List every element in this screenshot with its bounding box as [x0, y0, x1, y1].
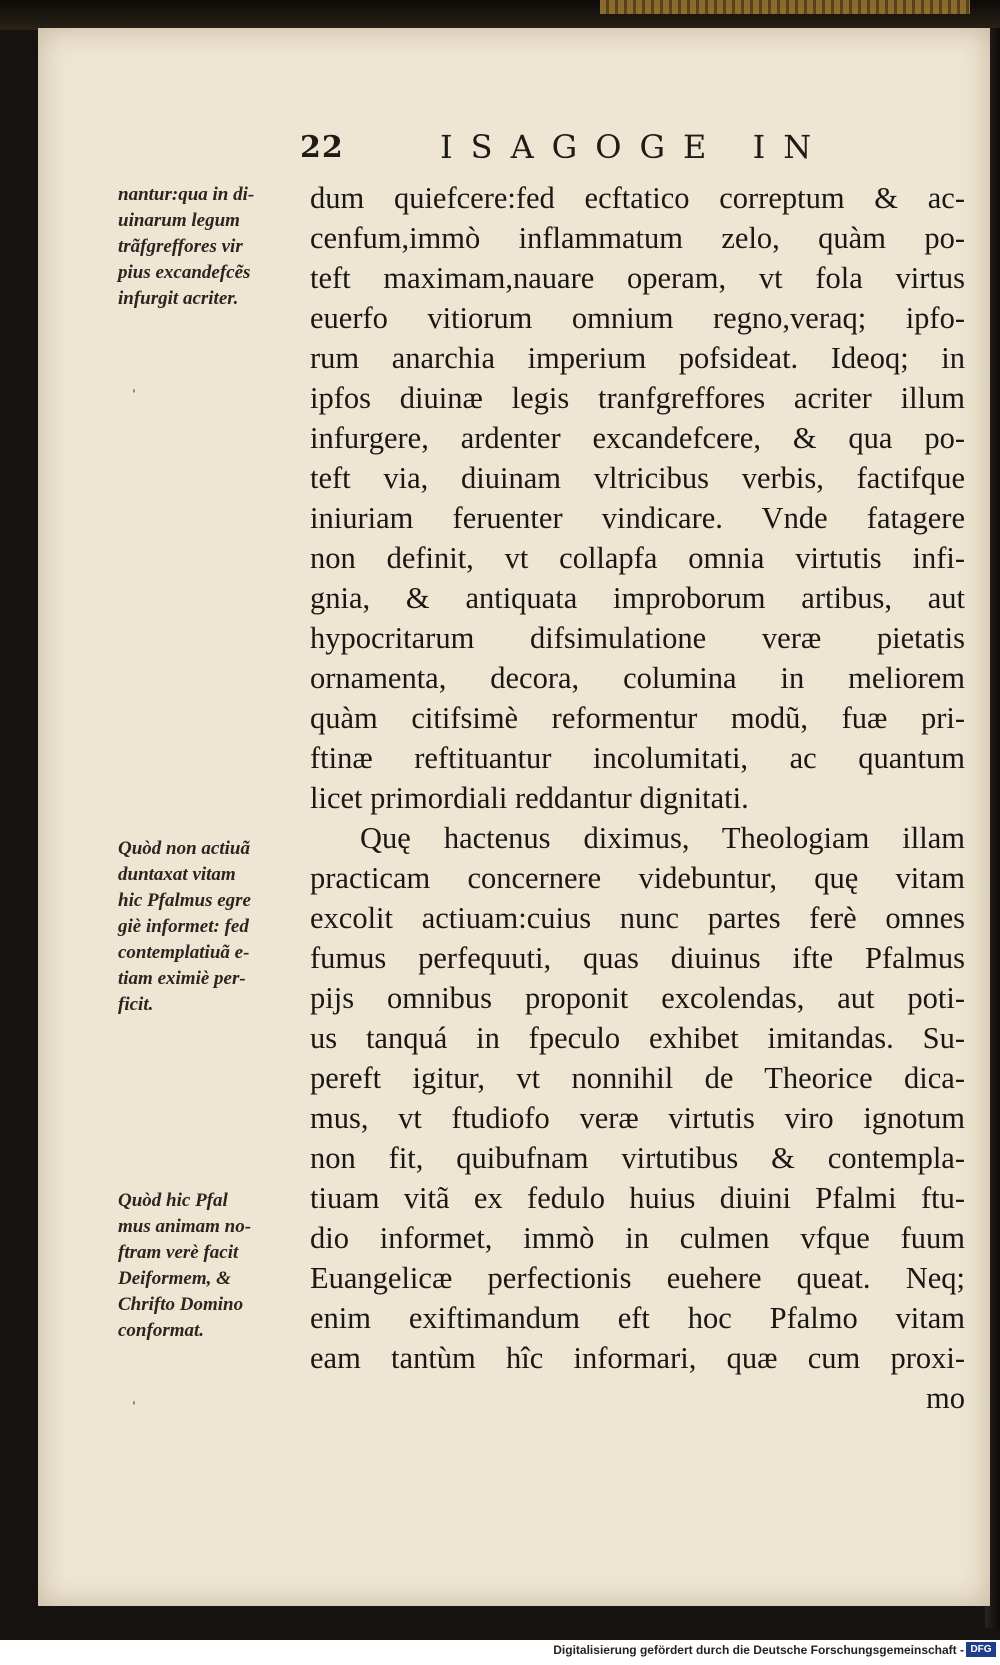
text-line: Euangelicæ perfectionis euehere queat. Neq;	[310, 1261, 965, 1295]
text-line: pereft igitur, vt nonnihil de Theorice dica-	[310, 1061, 965, 1095]
running-head: ISAGOGE IN	[440, 128, 830, 166]
margin-note-line: Quòd hic Pfal	[118, 1190, 228, 1211]
text-line: iniuriam feruenter vindicare. Vnde fatagere	[310, 501, 965, 535]
margin-note-line: nantur:qua in di-	[118, 184, 255, 205]
text-line: teft maximam,nauare operam, vt fola virtus	[310, 261, 965, 295]
text-line: dio informet, immò in culmen vfque fuum	[310, 1221, 965, 1255]
catchword-line: mo	[926, 1381, 965, 1415]
ink-speck: ˈ	[132, 1400, 136, 1416]
margin-note-line: ficit.	[118, 994, 154, 1015]
text-line: infurgere, ardenter excandefcere, & qua po-	[310, 421, 965, 455]
text-line: mus, vt ftudiofo veræ virtutis viro ignotum	[310, 1101, 965, 1135]
margin-note-line: mus animam no-	[118, 1216, 252, 1237]
margin-note-line: tiam eximiè per-	[118, 968, 246, 989]
margin-note-line: uinarum legum	[118, 210, 240, 231]
text-line: us tanquá in fpeculo exhibet imitandas. Su-	[310, 1021, 965, 1055]
margin-note-line: Deiformem, &	[118, 1268, 231, 1289]
text-line: teft via, diuinam vltricibus verbis, factifque	[310, 461, 965, 495]
text-line: cenfum,immò inflammatum zelo, quàm po-	[310, 221, 965, 255]
text-line: enim exiftimandum eft hoc Pfalmo vitam	[310, 1301, 965, 1335]
text-line: tiuam vitã ex fedulo huius diuini Pfalmi ftu-	[310, 1181, 965, 1215]
text-line: fumus perfequuti, quas diuinus ifte Pfalmus	[310, 941, 965, 975]
paragraph-start-line: Quę hactenus diximus, Theologiam illam	[360, 821, 965, 855]
margin-note-line: trãfgreffores vir	[118, 236, 243, 257]
main-text-block	[310, 178, 965, 1418]
dfg-logo: DFG	[966, 1642, 996, 1657]
margin-note-line: giè informet: fed	[118, 916, 249, 937]
text-line: gnia, & antiquata improborum artibus, aut	[310, 581, 965, 615]
text-line: hypocritarum difsimulatione veræ pietatis	[310, 621, 965, 655]
text-line: eam tantùm hîc informari, quæ cum proxi-	[310, 1341, 965, 1375]
text-line: non fit, quibufnam virtutibus & contempla-	[310, 1141, 965, 1175]
text-line: rum anarchia imperium pofsideat. Ideoq; in	[310, 341, 965, 375]
text-line: ftinæ reftituantur incolumitati, ac quantum	[310, 741, 965, 775]
margin-note-line: contemplatiuã e-	[118, 942, 250, 963]
margin-note-line: hic Pfalmus egre	[118, 890, 251, 911]
text-line: pijs omnibus proponit excolendas, aut poti-	[310, 981, 965, 1015]
margin-note-line: Quòd non actiuã	[118, 838, 250, 859]
text-line: ornamenta, decora, columina in meliorem	[310, 661, 965, 695]
margin-note-line: infurgit acriter.	[118, 288, 239, 309]
margin-note-line: pius excandefcẽs	[118, 262, 251, 283]
margin-note-2	[118, 836, 310, 1018]
margin-note-1	[118, 182, 310, 312]
text-line: ipfos diuinæ legis tranfgreffores acriter illum	[310, 381, 965, 415]
text-line: practicam concernere videbuntur, quę vitam	[310, 861, 965, 895]
gilt-edge	[600, 0, 970, 14]
margin-note-line: duntaxat vitam	[118, 864, 236, 885]
ink-speck: ˈ	[132, 388, 136, 404]
margin-note-line: Chrifto Domino	[118, 1294, 244, 1315]
page-number: 22	[300, 130, 344, 165]
margin-note-3	[118, 1188, 310, 1344]
funding-credit: Digitalisierung gefördert durch die Deutsche Forschungsgemeinschaft -	[553, 1643, 964, 1657]
text-line: excolit actiuam:cuius nunc partes ferè omnes	[310, 901, 965, 935]
text-line: quàm citifsimè reformentur modũ, fuæ pri-	[310, 701, 965, 735]
text-line: non definit, vt collapfa omnia virtutis infi-	[310, 541, 965, 575]
text-line: licet primordiali reddantur dignitati.	[310, 781, 749, 815]
text-line: euerfo vitiorum omnium regno,veraq; ipfo-	[310, 301, 965, 335]
margin-note-line: ftram verè facit	[118, 1242, 239, 1263]
margin-note-line: conformat.	[118, 1320, 205, 1341]
text-line: dum quiefcere:fed ecftatico correptum & ac-	[310, 181, 965, 215]
